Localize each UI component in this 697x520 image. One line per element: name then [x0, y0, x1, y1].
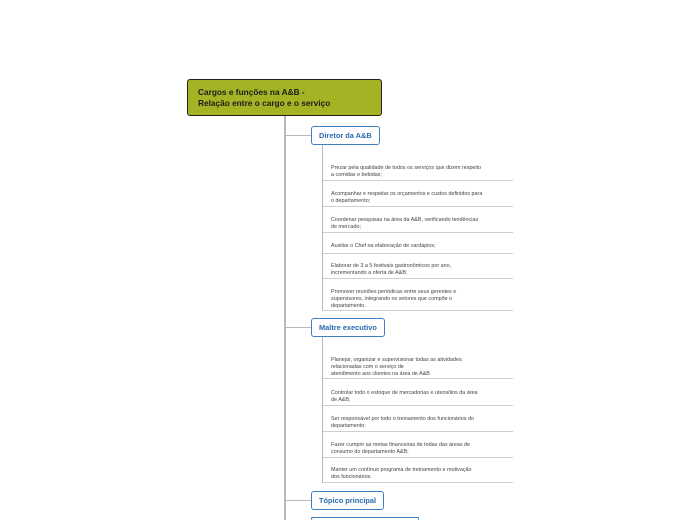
item-underline — [323, 206, 513, 207]
subtopic-item[interactable] — [331, 165, 511, 179]
item-line: supervisores, integrando os setores que compõe o — [331, 295, 453, 302]
subtopic-item[interactable] — [331, 263, 511, 277]
subtopic-item[interactable] — [331, 467, 511, 481]
item-underline — [323, 232, 513, 233]
item-underline — [323, 431, 513, 432]
connector-topic-1 — [286, 135, 311, 136]
item-underline — [323, 310, 513, 311]
item-line: dos funcionários. — [331, 473, 372, 480]
item-line: de A&B; — [331, 396, 351, 403]
item-line: de mercado; — [331, 223, 361, 230]
item-line: Prezar pela qualidade de todos os serviços que dizem respeito — [331, 165, 482, 171]
item-line: Manter um contínuo programa de treinamento e motivação — [331, 467, 472, 473]
item-line: atendimento aos clientes na área de A&B — [331, 370, 430, 377]
subtopic-item[interactable] — [331, 416, 511, 430]
item-underline — [323, 253, 513, 254]
item-underline — [323, 482, 513, 483]
subtopic-item[interactable] — [331, 390, 511, 404]
subtopic-item[interactable] — [331, 289, 511, 309]
item-line: Promover reuniões periódicas entre seus gerentes e — [331, 289, 457, 295]
root-title-line-1: Cargos e funções na A&B - — [198, 87, 305, 97]
item-line: Auxiliar o Chef na elaboração de cardápios; — [331, 243, 436, 249]
item-line: departamento. — [331, 302, 366, 309]
subtopic-item[interactable] — [331, 191, 511, 205]
subtopic-item[interactable] — [331, 357, 511, 377]
connector-topic-3 — [286, 500, 311, 501]
item-underline — [323, 180, 513, 181]
connector-topic-2 — [286, 327, 311, 328]
item-line: consumo do departamento A&B; — [331, 448, 409, 455]
root-topic[interactable] — [187, 79, 382, 116]
item-underline — [323, 457, 513, 458]
subtopic-connector-2 — [322, 337, 323, 483]
topic-principal[interactable]: Tópico principal — [311, 491, 384, 510]
subtopic-item[interactable] — [331, 442, 511, 456]
topic-diretor-ab[interactable]: Diretor da A&B — [311, 126, 380, 145]
item-underline — [323, 378, 513, 379]
item-underline — [323, 278, 513, 279]
item-line: departamento; — [331, 422, 366, 429]
item-line: Elaborar de 3 a 5 festivais gastronômicos por ano, — [331, 263, 452, 269]
subtopic-item[interactable] — [331, 243, 511, 250]
item-line: a comidas e bebidas; — [331, 171, 382, 178]
item-line: Planejar, organizar e supervisionar todas as atividades — [331, 357, 462, 363]
item-line: Coordenar pesquisas na área da A&B, verificando tendências — [331, 217, 479, 223]
item-line: relacionadas com o serviço de — [331, 363, 404, 370]
subtopic-item[interactable] — [331, 217, 511, 231]
main-connector — [284, 116, 286, 520]
item-line: incrementando a oferta de A&B; — [331, 269, 408, 276]
topic-maitre-executivo[interactable]: Maître executivo — [311, 318, 385, 337]
item-line: o departamento; — [331, 197, 371, 204]
item-line: Acompanhar e respeitar os orçamentos e custos definidos para — [331, 191, 483, 197]
item-line: Fazer cumprir as metas financeiras de todas das áreas de — [331, 442, 471, 448]
subtopic-connector-1 — [322, 145, 323, 311]
item-line: Ser responsável por todo o treinamento dos funcionários do — [331, 416, 474, 422]
root-title-line-2: Relação entre o cargo e o serviço — [198, 98, 331, 108]
item-line: Controlar todo o estoque de mercadorias e utensílios da área — [331, 390, 478, 396]
item-underline — [323, 405, 513, 406]
